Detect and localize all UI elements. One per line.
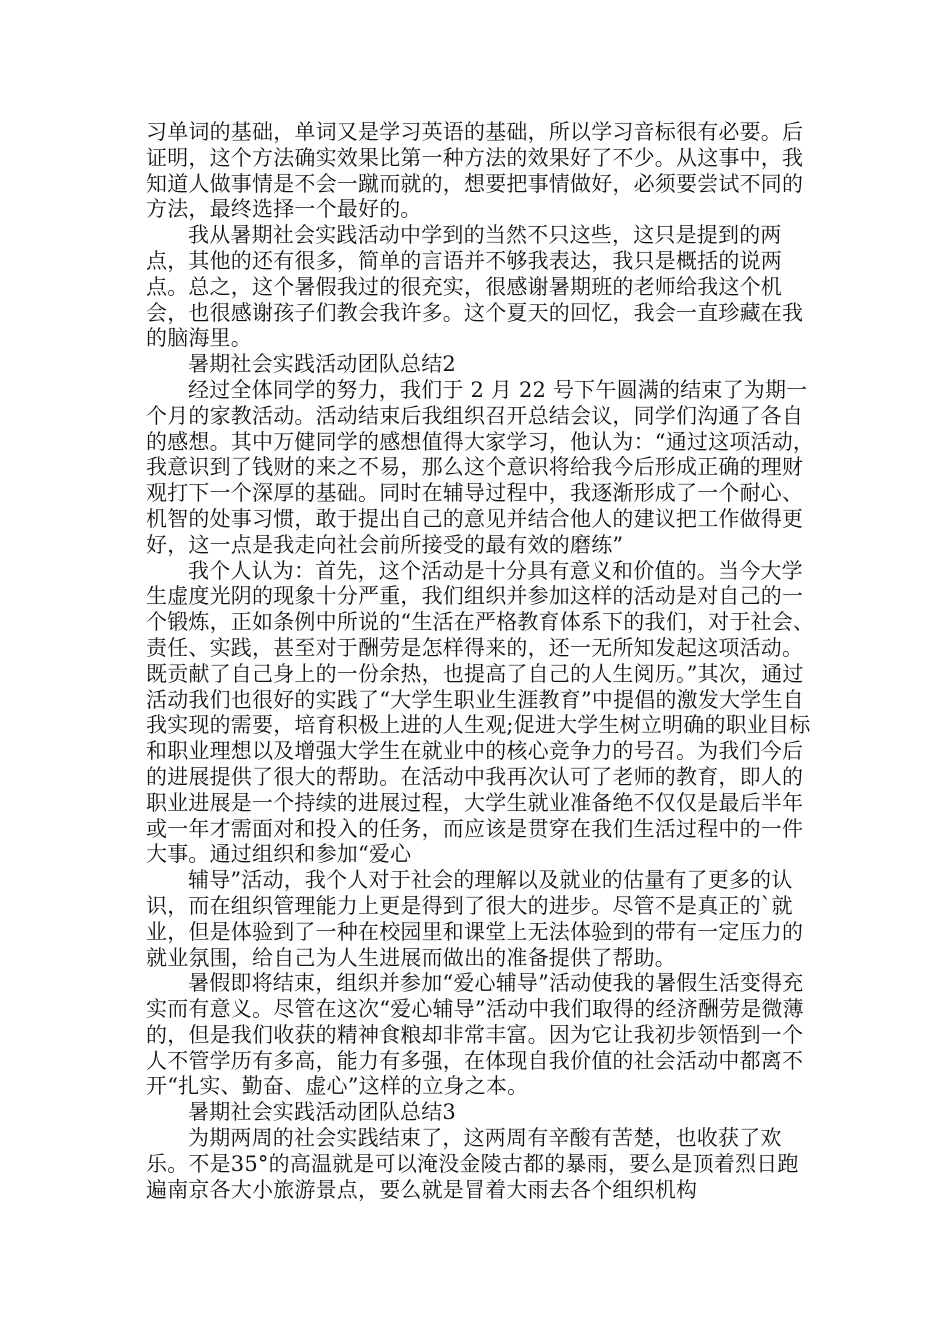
paragraph-personal-view: 我个人认为：首先，这个活动是十分具有意义和价值的。当今大学生虚度光阴的现象十分严重，我们组织并参加这样的活动是对自己的一个锻炼，正如条例中所说的“生活在严格教育体系下的我们，对于社会、责任、实践，甚至对于酬劳是怎样得来的，还一无所知发起这项活动。既贡献了自己身上的一份余热，也提高了自己的人生阅历。”其次，通过活动我们也很好的实践了“大学生职业生涯教育”中提倡的激发大学生自我实现的需要，培育积极上进的人生观;促进大学生树立明确的职业目标和职业理想以及增强大学生在就业中的核心竞争力的号召。为我们今后的进展提供了很大的帮助。在活动中我再次认可了老师的教育，即人的职业进展是一个持续的进展过程，大学生就业准备绝不仅仅是最后半年或一年才需面对和投入的任务，而应该是贯穿在我们生活过程中的一件大事。通过组织和参加“爱心	[146, 558, 815, 867]
paragraph-continuation: 习单词的基础，单词又是学习英语的基础，所以学习音标很有必要。后证明，这个方法确实效果比第一种方法的效果好了不少。从这事中，我知道人做事情是不会一蹴而就的，想要把事情做好，必须要尝试不同的方法，最终选择一个最好的。	[146, 120, 804, 222]
paragraph-tutoring-result: 辅导”活动，我个人对于社会的理解以及就业的估量有了更多的认识，而在组织管理能力上更是得到了很大的进步。尽管不是真正的`就业，但是体验到了一种在校园里和课堂上无法体验到的带有一定压力的就业氛围，给自己为人生进展而做出的准备提供了帮助。	[146, 868, 804, 970]
paragraph-tutoring-activity: 经过全体同学的努力，我们于 2 月 22 号下午圆满的结束了为期一个月的家教活动。活动结束后我组织召开总结会议，同学们沟通了各自的感想。其中万健同学的感想值得大家学习，他认为：“通过这项活动，我意识到了钱财的来之不易，那么这个意识将给我今后形成正确的理财观打下一个深厚的基础。同时在辅导过程中，我逐渐形成了一个耐心、机智的处事习惯，敢于提出自己的意见并结合他人的建议把工作做得更好，这一点是我走向社会前所接受的最有效的磨练”	[146, 377, 815, 557]
section-heading-2: 暑期社会实践活动团队总结2	[188, 352, 456, 377]
paragraph-summary-closing: 我从暑期社会实践活动中学到的当然不只这些，这只是提到的两点，其他的还有很多，简单的言语并不够我表达，我只是概括的说两点。总之，这个暑假我过的很充实，很感谢暑期班的老师给我这个机会，也很感谢孩子们教会我许多。这个夏天的回忆，我会一直珍藏在我的脑海里。	[146, 223, 804, 351]
section-heading-3: 暑期社会实践活动团队总结3	[188, 1100, 456, 1125]
paragraph-two-week-practice: 为期两周的社会实践结束了，这两周有辛酸有苦楚，也收获了欢乐。不是35°的高温就是可以淹没金陵古都的暴雨，要么是顶着烈日跑遍南京各大小旅游景点，要么就是冒着大雨去各个组织机构	[146, 1126, 799, 1202]
paragraph-summer-ending: 暑假即将结束，组织并参加“爱心辅导”活动使我的暑假生活变得充实而有意义。尽管在这次“爱心辅导”活动中我们取得的经济酬劳是微薄的，但是我们收获的精神食粮却非常丰富。因为它让我初步领悟到一个人不管学历有多高，能力有多强，在体现自我价值的社会活动中都离不开“扎实、勤奋、虚心”这样的立身之本。	[146, 971, 804, 1099]
document-body	[146, 120, 818, 1203]
